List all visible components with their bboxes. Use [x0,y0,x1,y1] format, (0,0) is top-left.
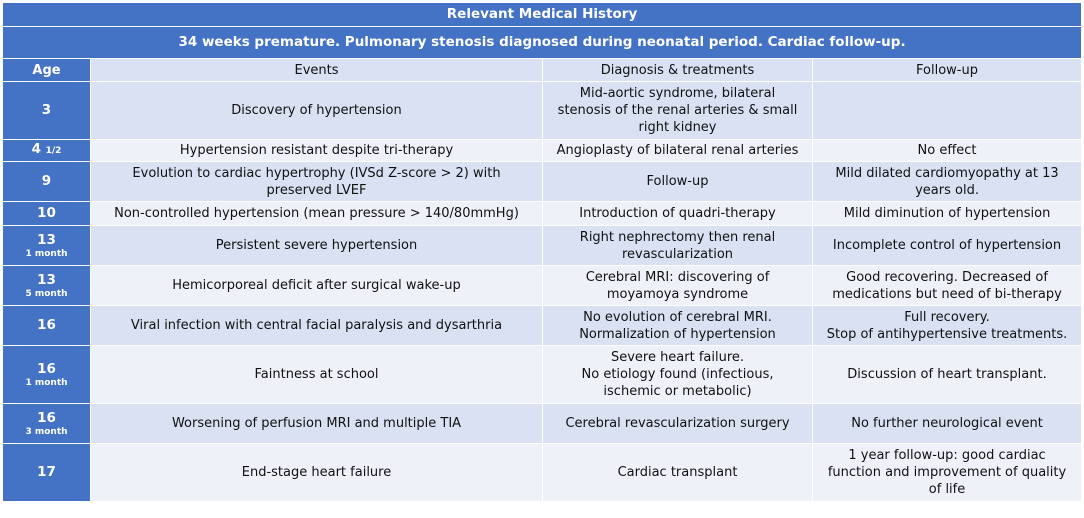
age-value: 10 [37,205,56,221]
column-header-followup: Follow-up [813,59,1082,82]
followup-cell: Incomplete control of hypertension [813,226,1082,266]
events-cell: Persistent severe hypertension [91,226,543,266]
table-subtitle: 34 weeks premature. Pulmonary stenosis diagnosed during neonatal period. Cardiac follow-up. [3,27,1082,59]
followup-cell: Discussion of heart transplant. [813,346,1082,404]
age-cell [3,346,91,404]
table-row [3,162,1082,202]
age-cell [3,140,91,162]
column-header-age: Age [3,59,91,82]
events-cell: Worsening of perfusion MRI and multiple TIA [91,404,543,444]
diagnosis-cell: Follow-up [543,162,813,202]
table-row [3,306,1082,346]
followup-cell: Mild diminution of hypertension [813,202,1082,226]
table-row [3,404,1082,444]
age-subtext: 3 month [25,427,68,437]
followup-cell: No further neurological event [813,404,1082,444]
age-cell [3,202,91,226]
followup-cell: 1 year follow-up: good cardiac function and improvement of quality of life [813,444,1082,502]
table-row [3,444,1082,502]
table-row [3,202,1082,226]
age-cell [3,226,91,266]
table-row [3,82,1082,140]
table-title: Relevant Medical History [3,3,1082,27]
diagnosis-cell: Introduction of quadri-therapy [543,202,813,226]
age-subtext: 1 month [25,249,68,259]
diagnosis-cell: Cerebral revascularization surgery [543,404,813,444]
age-cell [3,306,91,346]
diagnosis-cell: Angioplasty of bilateral renal arteries [543,140,813,162]
age-value: 16 [37,361,56,377]
events-cell: Hypertension resistant despite tri-therapy [91,140,543,162]
age-cell [3,266,91,306]
diagnosis-cell: Severe heart failure. No etiology found (infectious, ischemic or metabolic) [543,346,813,404]
age-value: 16 [37,317,56,333]
age-fraction: 1/2 [45,146,62,156]
diagnosis-cell: Cardiac transplant [543,444,813,502]
table-row [3,266,1082,306]
diagnosis-cell: Cerebral MRI: discovering of moyamoya syndrome [543,266,813,306]
table-row [3,226,1082,266]
followup-cell: Mild dilated cardiomyopathy at 13 years old. [813,162,1082,202]
column-header-events: Events [91,59,543,82]
events-cell: Non-controlled hypertension (mean pressure > 140/80mmHg) [91,202,543,226]
age-value: 3 [41,102,52,118]
followup-cell: No effect [813,140,1082,162]
events-cell: End-stage heart failure [91,444,543,502]
medical-history-table [2,2,1082,502]
age-cell [3,162,91,202]
events-cell: Hemicorporeal deficit after surgical wake-up [91,266,543,306]
events-cell: Discovery of hypertension [91,82,543,140]
age-value: 17 [37,464,56,480]
age-cell [3,404,91,444]
age-value: 4 [31,141,42,157]
diagnosis-cell: No evolution of cerebral MRI. Normalization of hypertension [543,306,813,346]
age-value: 13 [37,232,56,248]
age-value: 16 [37,410,56,426]
table-row [3,140,1082,162]
followup-cell: Good recovering. Decreased of medications but need of bi-therapy [813,266,1082,306]
followup-cell: Full recovery. Stop of antihypertensive treatments. [813,306,1082,346]
age-subtext: 1 month [25,378,68,388]
age-cell [3,444,91,502]
followup-cell [813,82,1082,140]
diagnosis-cell: Mid-aortic syndrome, bilateral stenosis of the renal arteries & small right kidney [543,82,813,140]
table-row [3,346,1082,404]
diagnosis-cell: Right nephrectomy then renal revascularization [543,226,813,266]
events-cell: Faintness at school [91,346,543,404]
column-header-diagnosis: Diagnosis & treatments [543,59,813,82]
events-cell: Viral infection with central facial paralysis and dysarthria [91,306,543,346]
age-value: 9 [41,173,52,189]
events-cell: Evolution to cardiac hypertrophy (IVSd Z-score > 2) with preserved LVEF [91,162,543,202]
age-cell [3,82,91,140]
age-value: 13 [37,272,56,288]
age-subtext: 5 month [25,289,68,299]
